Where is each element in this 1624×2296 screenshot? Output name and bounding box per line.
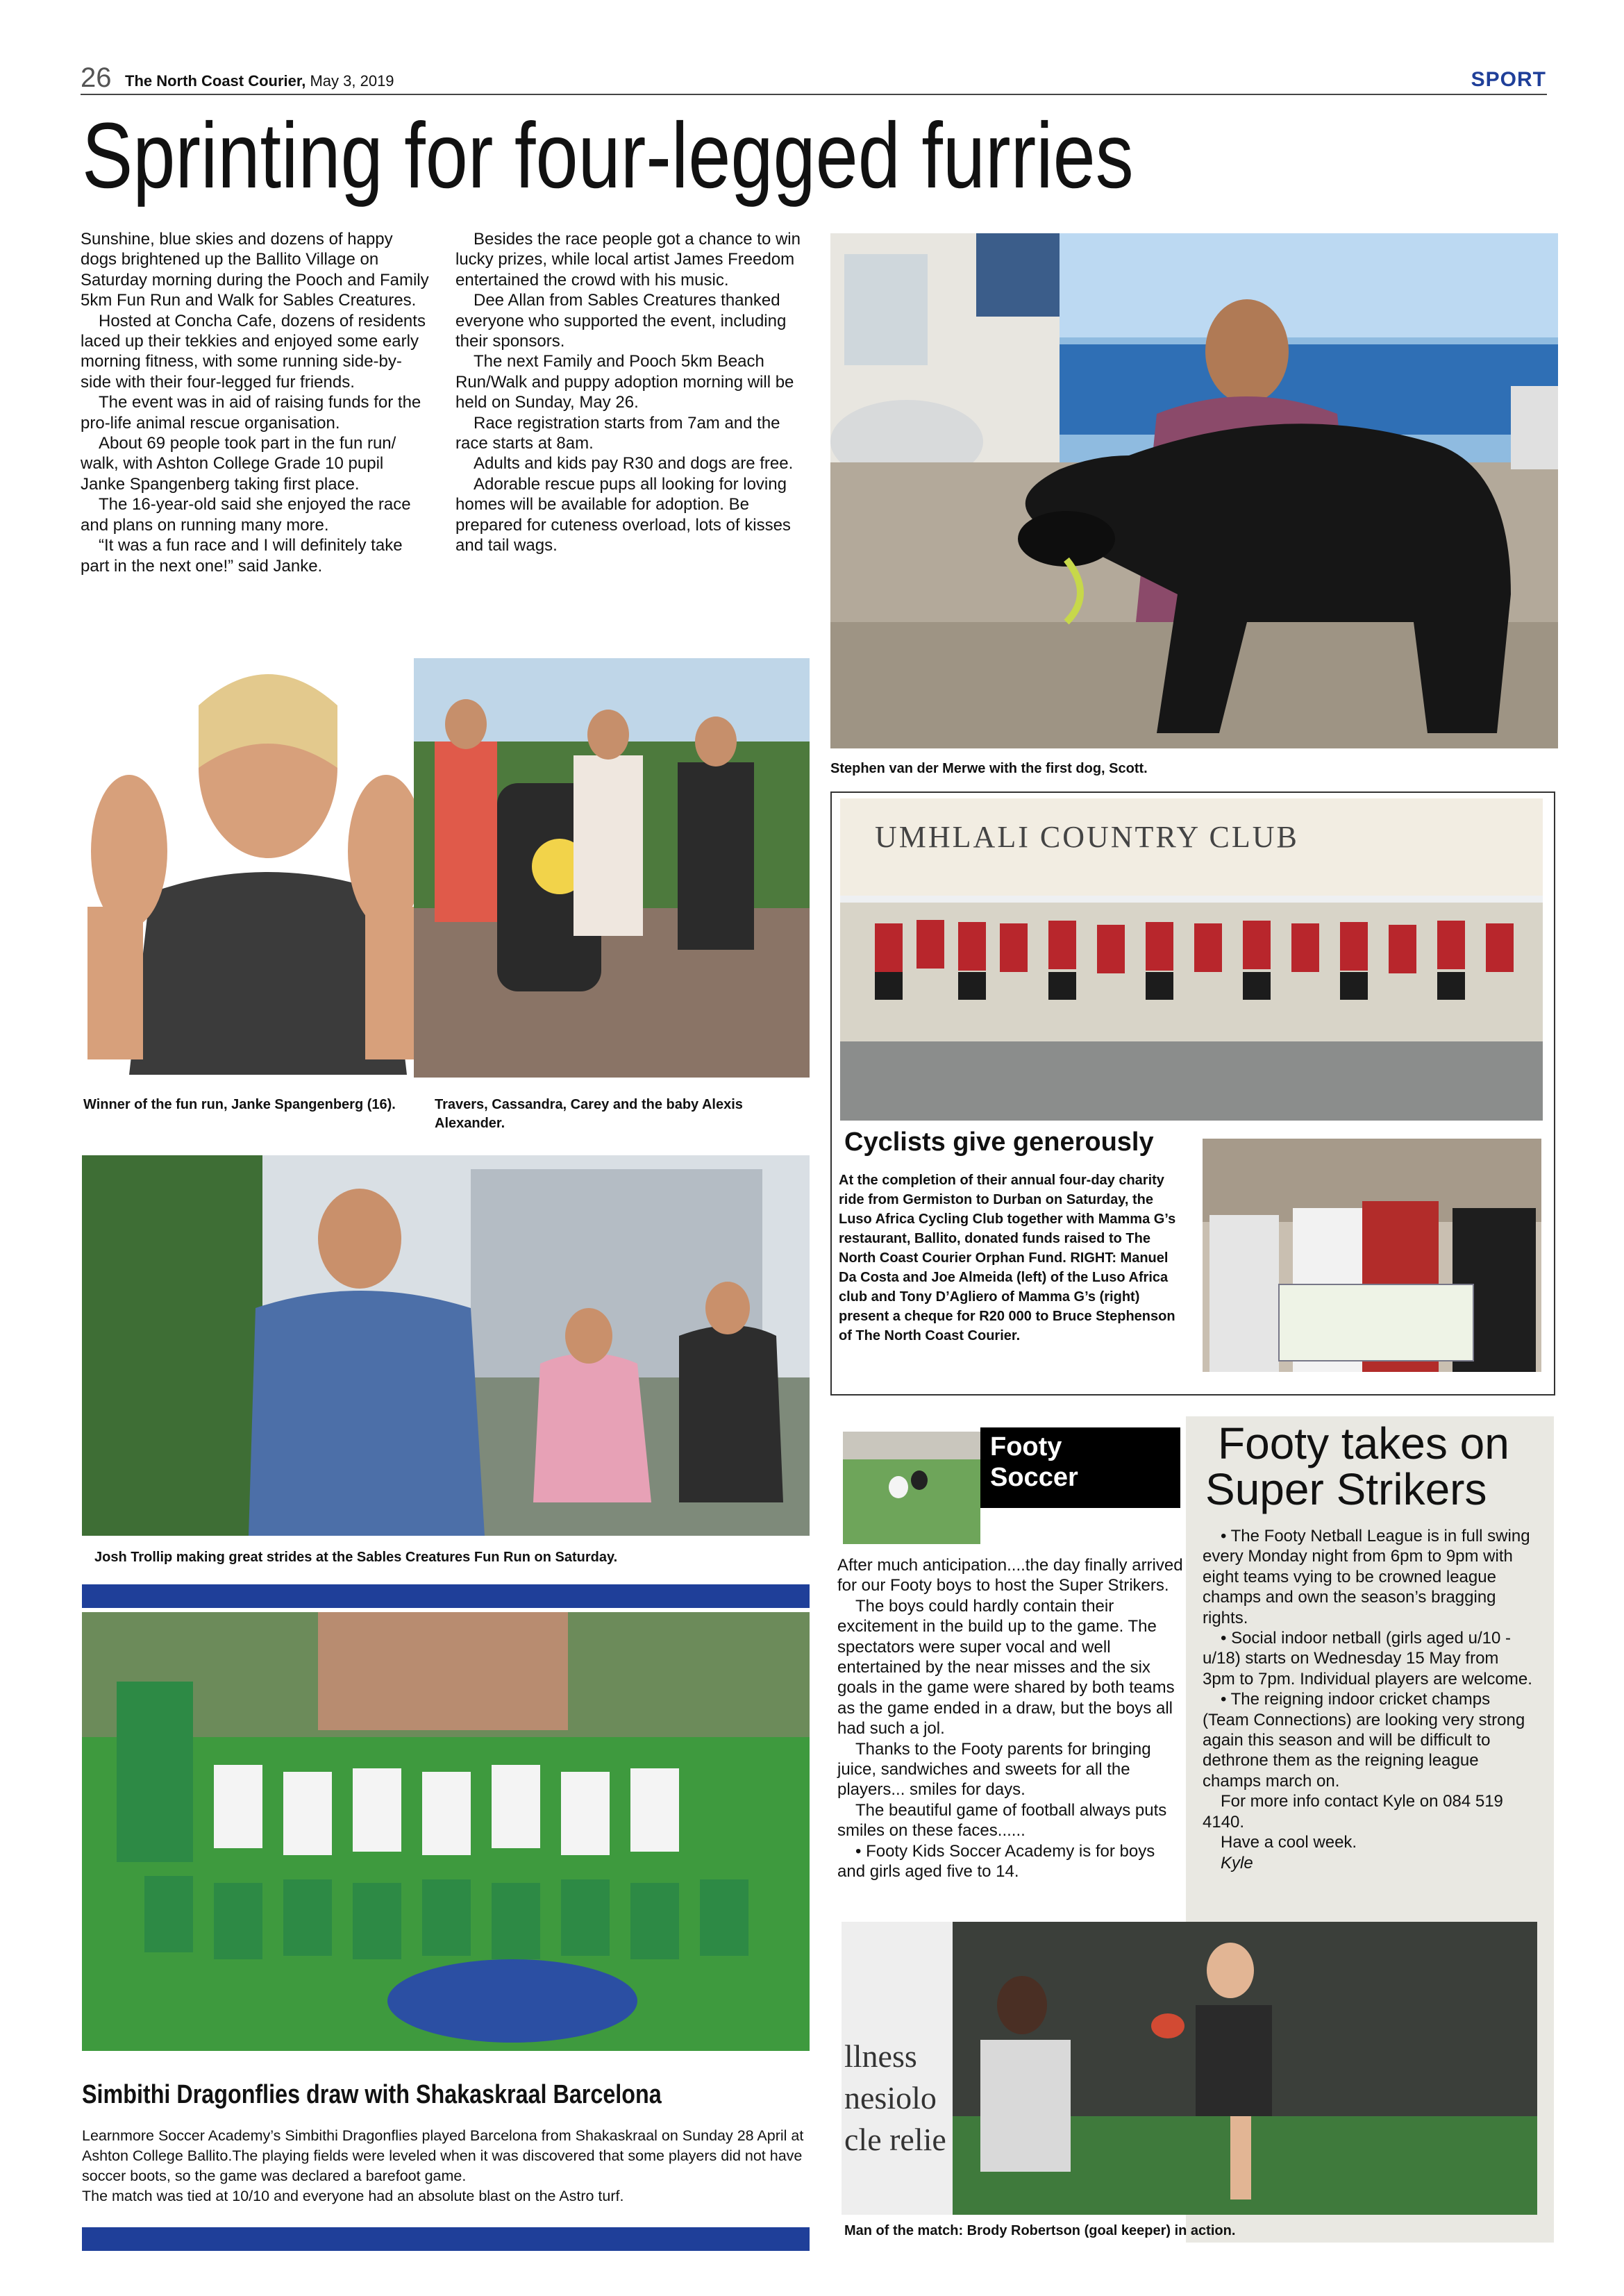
winner-caption: Winner of the fun run, Janke Spangenberg (16). xyxy=(83,1097,396,1112)
story-paragraph: “It was a fun race and I will definitely take part in the next one!” said Janke. xyxy=(81,536,403,576)
dragonflies-body xyxy=(82,2126,804,2206)
footy-paragraph: The boys could hardly contain their excitement in the build up to the game. The spectators were super vocal and well entertained by the near misses and the six goals in the game were shared by both teams as the game ended in a draw, but the boys all had such a jol. xyxy=(837,1596,1175,1738)
story-column-1 xyxy=(81,229,431,576)
footy-paragraph: The beautiful game of football always puts smiles on these faces...... xyxy=(837,1800,1167,1841)
header-rule xyxy=(81,94,1547,95)
dragonflies-title: Simbithi Dragonflies draw with Shakaskraal Barcelona xyxy=(82,2080,662,2109)
story-paragraph: Sunshine, blue skies and dozens of happy dogs brightened up the Ballito Village on Saturday morning during the Pooch and Family 5km Fun Run and Walk for Sables Creatures. xyxy=(81,230,429,310)
country-club-sign: UMHLALI COUNTRY CLUB xyxy=(875,820,1299,854)
cyclists-body: At the completion of their annual four-day charity ride from Germiston to Durban on Saturday, the Luso Africa Cycling Club together with Mamma G’s restaurant, Ballito, donated funds raised to The North Coast Courier Orphan Fund. RIGHT: Manuel Da Costa and Joe Almeida (left) of the Luso Africa club and Tony D’Agliero of Mamma G’s (right) present a cheque for R20 000 to Bruce Stephenson of The North Coast Courier. xyxy=(839,1173,1176,1343)
page-number: 26 xyxy=(81,62,112,93)
footy-thumb-photo xyxy=(843,1432,980,1544)
footy-paragraph: Thanks to the Footy parents for bringing juice, sandwiches and sweets for all the players... smiles for days. xyxy=(837,1739,1151,1800)
section-bar-bottom xyxy=(82,2227,810,2251)
masthead xyxy=(125,72,394,90)
josh-photo xyxy=(82,1155,810,1536)
story-paragraph: The next Family and Pooch 5km Beach Run/Walk and puppy adoption morning will be held on Sunday, May 26. xyxy=(455,352,794,412)
winner-photo xyxy=(60,643,453,1075)
banner-text xyxy=(844,2036,946,2161)
title-line: Footy takes on xyxy=(1218,1418,1509,1468)
netball-paragraph: • Social indoor netball (girls aged u/10 - u/18) starts on Wednesday 15 May from 3pm to 7pm. Individual players are welcome. xyxy=(1203,1629,1532,1689)
dog-photo xyxy=(830,233,1558,748)
family-caption: Travers, Cassandra, Carey and the baby Alexis Alexander. xyxy=(435,1097,743,1131)
cheque-photo xyxy=(1203,1139,1541,1372)
story-column-2 xyxy=(455,229,806,556)
paper-name: The North Coast Courier, xyxy=(125,72,306,90)
story-paragraph: The 16-year-old said she enjoyed the race and plans on running many more. xyxy=(81,495,411,535)
footy-soccer-column xyxy=(837,1555,1184,1882)
story-paragraph: Besides the race people got a chance to win lucky prizes, while local artist James Freedom entertained the crowd with his music. xyxy=(455,230,801,290)
josh-caption: Josh Trollip making great strides at the Sables Creatures Fun Run on Saturday. xyxy=(94,1550,618,1565)
dragonflies-team-photo xyxy=(82,1612,810,2051)
footy-soccer-badge xyxy=(980,1427,1180,1508)
footy-paragraph: After much anticipation....the day finally arrived for our Footy boys to host the Super Strikers. xyxy=(837,1556,1183,1595)
netball-paragraph: • The Footy Netball League is in full swing every Monday night from 6pm to 9pm with eight teams vying to be crowned league champs and own the season’s bragging rights. xyxy=(1203,1527,1530,1627)
badge-line: Soccer xyxy=(990,1463,1078,1492)
page-headline: Sprinting for four-legged furries xyxy=(82,104,1134,208)
banner-fragment: llness xyxy=(844,2038,917,2074)
netball-paragraph: For more info contact Kyle on 084 519 4140. xyxy=(1203,1792,1503,1832)
banner-fragment: cle relie xyxy=(844,2122,946,2157)
footy-paragraph: • Footy Kids Soccer Academy is for boys and girls aged five to 14. xyxy=(837,1841,1155,1882)
story-paragraph: The event was in aid of raising funds for the pro-life animal rescue organisation. xyxy=(81,393,421,433)
story-paragraph: Dee Allan from Sables Creatures thanked everyone who supported the event, including their sponsors. xyxy=(455,291,787,351)
dragonflies-paragraph: Learnmore Soccer Academy’s Simbithi Dragonflies played Barcelona from Shakaskraal on Sunday 28 April at Ashton College Ballito.The playing fields were leveled when it was discovered that some players did not have soccer boots, so the game was declared a barefoot game. xyxy=(82,2127,804,2184)
cyclists-title: Cyclists give generously xyxy=(844,1128,1154,1157)
footy-netball-title xyxy=(1205,1418,1509,1514)
banner-fragment: nesiolo xyxy=(844,2080,937,2115)
section-bar-top xyxy=(82,1584,810,1608)
story-paragraph: Race registration starts from 7am and the race starts at 8am. xyxy=(455,413,780,453)
netball-paragraph: • The reigning indoor cricket champs (Team Connections) are looking very strong again this season and will be difficult to dethrone them as the reigning league champs march on. xyxy=(1203,1690,1525,1791)
footy-netball-column xyxy=(1203,1526,1533,1873)
issue-date: May 3, 2019 xyxy=(305,72,394,90)
story-paragraph: Adorable rescue pups all looking for loving homes will be available for adoption. Be prepared for cuteness overload, lots of kisses and tail wags. xyxy=(455,474,791,555)
netball-signoff: Kyle xyxy=(1221,1853,1253,1872)
family-photo xyxy=(414,658,810,1078)
story-paragraph: About 69 people took part in the fun run/ walk, with Ashton College Grade 10 pupil Janke Spangenberg taking first place. xyxy=(81,434,396,494)
story-paragraph: Hosted at Concha Cafe, dozens of residents laced up their tekkies and enjoyed some early morning fitness, with some running side-by-side with their four-legged fur friends. xyxy=(81,311,426,392)
keeper-caption: Man of the match: Brody Robertson (goal keeper) in action. xyxy=(844,2223,1236,2238)
dog-caption: Stephen van der Merwe with the first dog, Scott. xyxy=(830,761,1148,776)
title-line: Super Strikers xyxy=(1205,1464,1487,1514)
story-paragraph: Adults and kids pay R30 and dogs are free. xyxy=(474,454,794,474)
netball-paragraph: Have a cool week. xyxy=(1221,1833,1357,1852)
section-label: SPORT xyxy=(1471,68,1546,91)
dragonflies-paragraph: The match was tied at 10/10 and everyone had an absolute blast on the Astro turf. xyxy=(82,2188,624,2204)
badge-line: Footy xyxy=(990,1432,1062,1461)
